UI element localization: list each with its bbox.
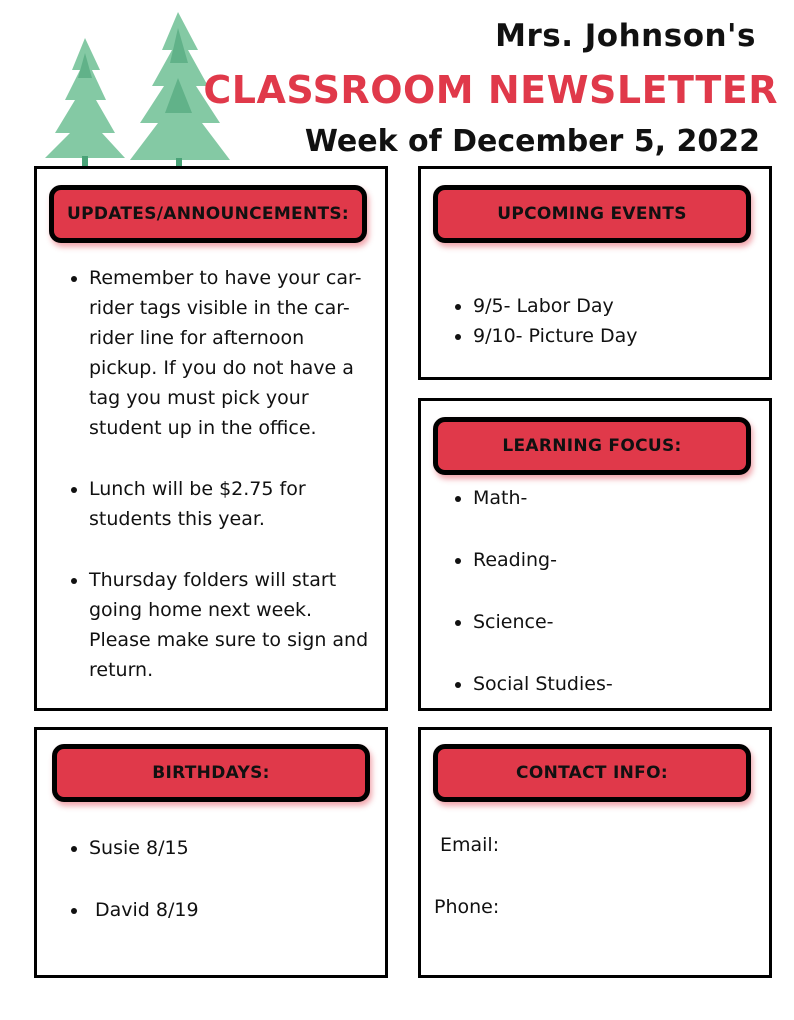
events-list <box>421 291 637 351</box>
list-item: David 8/19 <box>89 895 199 925</box>
contact-heading: CONTACT INFO: <box>433 744 751 802</box>
learning-section <box>418 398 772 711</box>
list-item: Science- <box>473 607 613 637</box>
updates-heading: UPDATES/ANNOUNCEMENTS: <box>49 185 367 243</box>
list-item: Susie 8/15 <box>89 833 199 863</box>
list-item: 9/10- Picture Day <box>473 321 637 351</box>
list-item: Social Studies- <box>473 669 613 699</box>
learning-heading: LEARNING FOCUS: <box>433 417 751 475</box>
list-item: Thursday folders will start going home next week. Please make sure to sign and return. <box>89 565 369 685</box>
updates-section <box>34 166 388 711</box>
updates-list <box>37 263 369 685</box>
list-item: Remember to have your car-rider tags visible in the car-rider line for afternoon pickup. If you do not have a tag you must pick your student up in the office. <box>89 263 369 443</box>
learning-list <box>421 483 613 699</box>
email-label: Email: <box>440 834 500 856</box>
list-item: Lunch will be $2.75 for students this year. <box>89 474 369 534</box>
events-heading: UPCOMING EVENTS <box>433 185 751 243</box>
contact-section <box>418 727 772 978</box>
list-item: 9/5- Labor Day <box>473 291 637 321</box>
birthdays-heading: BIRTHDAYS: <box>52 744 370 802</box>
list-item: Reading- <box>473 545 613 575</box>
teacher-name: Mrs. Johnson's <box>495 18 756 54</box>
events-section <box>418 166 772 380</box>
list-item: Math- <box>473 483 613 513</box>
birthdays-section <box>34 727 388 978</box>
newsletter-title: CLASSROOM NEWSLETTER <box>203 68 778 112</box>
week-date: Week of December 5, 2022 <box>304 124 760 159</box>
phone-label: Phone: <box>434 896 500 918</box>
birthdays-list <box>37 833 199 925</box>
